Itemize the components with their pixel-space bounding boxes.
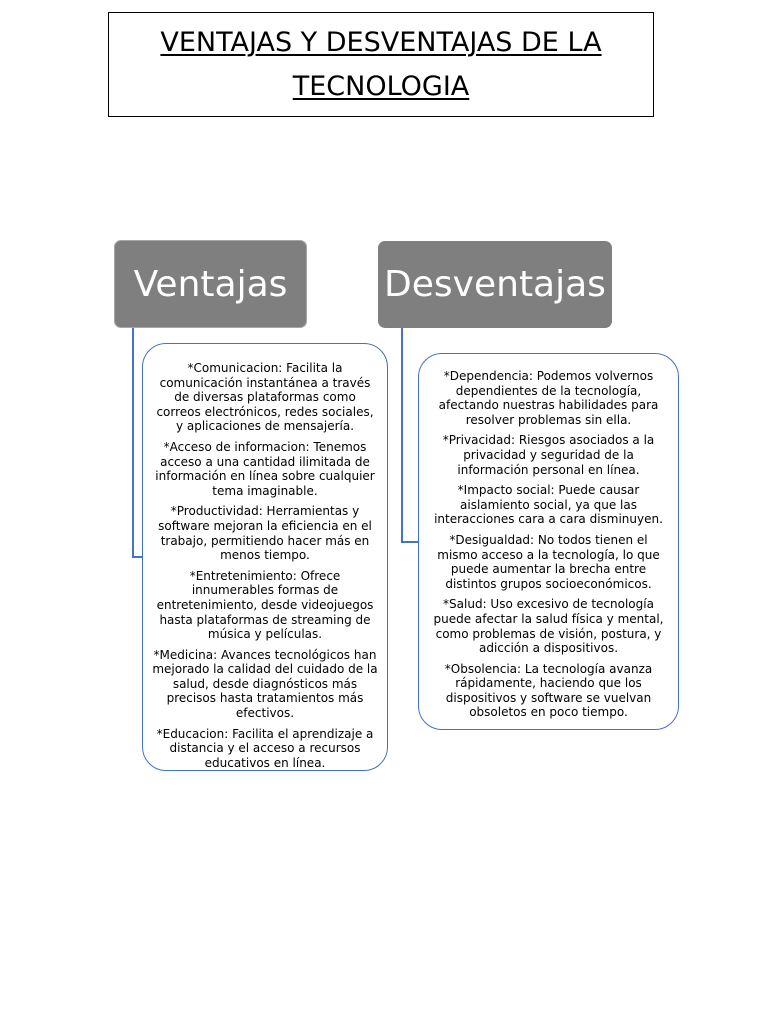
ventajas-item-educacion: *Educacion: Facilita el aprendizaje a distancia y el acceso a recursos educativos en línea. <box>156 726 374 770</box>
page-title: VENTAJAS Y DESVENTAJAS DE LA TECNOLOGIA <box>160 26 602 102</box>
title-box <box>108 12 654 117</box>
ventajas-item-comunicacion: *Comunicacion: Facilita la comunicación instantánea a través de diversas plataformas como correos electrónicos, redes sociales, y aplicaciones de mensajería. <box>156 361 374 434</box>
ventajas-item-acceso-informacion: *Acceso de informacion: Tenemos acceso a una cantidad ilimitada de información en línea sobre cualquier tema imaginable. <box>155 439 375 498</box>
desventajas-connector-vertical <box>401 328 403 542</box>
ventajas-heading <box>114 240 307 328</box>
desventajas-heading-label: Desventajas <box>384 264 606 305</box>
desventajas-heading <box>378 241 612 328</box>
ventajas-item-medicina: *Medicina: Avances tecnológicos han mejorado la calidad del cuidado de la salud, desde diagnósticos más precisos hasta tratamientos más efectivos. <box>152 647 378 721</box>
desventajas-connector-horizontal <box>401 541 419 543</box>
desventajas-item-desigualdad: *Desigualdad: No todos tienen el mismo acceso a la tecnología, lo que puede aumentar la brecha entre distintos grupos socioeconómicos. <box>437 532 660 591</box>
desventajas-item-obsolencia: *Obsolencia: La tecnología avanza rápidamente, haciendo que los dispositivos y software se vuelvan obsoletos en poco tiempo. <box>444 661 653 720</box>
ventajas-list <box>142 343 388 771</box>
desventajas-item-privacidad: *Privacidad: Riesgos asociados a la privacidad y seguridad de la información personal en línea. <box>442 433 655 477</box>
desventajas-item-impacto-social: *Impacto social: Puede causar aislamiento social, ya que las interacciones cara a cara disminuyen. <box>434 483 663 527</box>
desventajas-item-dependencia: *Dependencia: Podemos volvernos dependientes de la tecnología, afectando nuestras habilidades para resolver problemas sin ella. <box>438 369 659 427</box>
ventajas-item-entretenimiento: *Entretenimiento: Ofrece innumerables formas de entretenimiento, desde videojuegos hasta plataformas de streaming de música y películas. <box>156 568 374 642</box>
desventajas-list <box>418 353 679 730</box>
desventajas-item-salud: *Salud: Uso excesivo de tecnología puede afectar la salud física y mental, como problemas de visión, postura, y adicción a dispositivos. <box>433 597 664 656</box>
ventajas-connector-vertical <box>132 328 134 557</box>
ventajas-item-productividad: *Productividad: Herramientas y software mejoran la eficiencia en el trabajo, permitiendo hacer más en menos tiempo. <box>158 504 372 563</box>
ventajas-heading-label: Ventajas <box>133 263 288 305</box>
